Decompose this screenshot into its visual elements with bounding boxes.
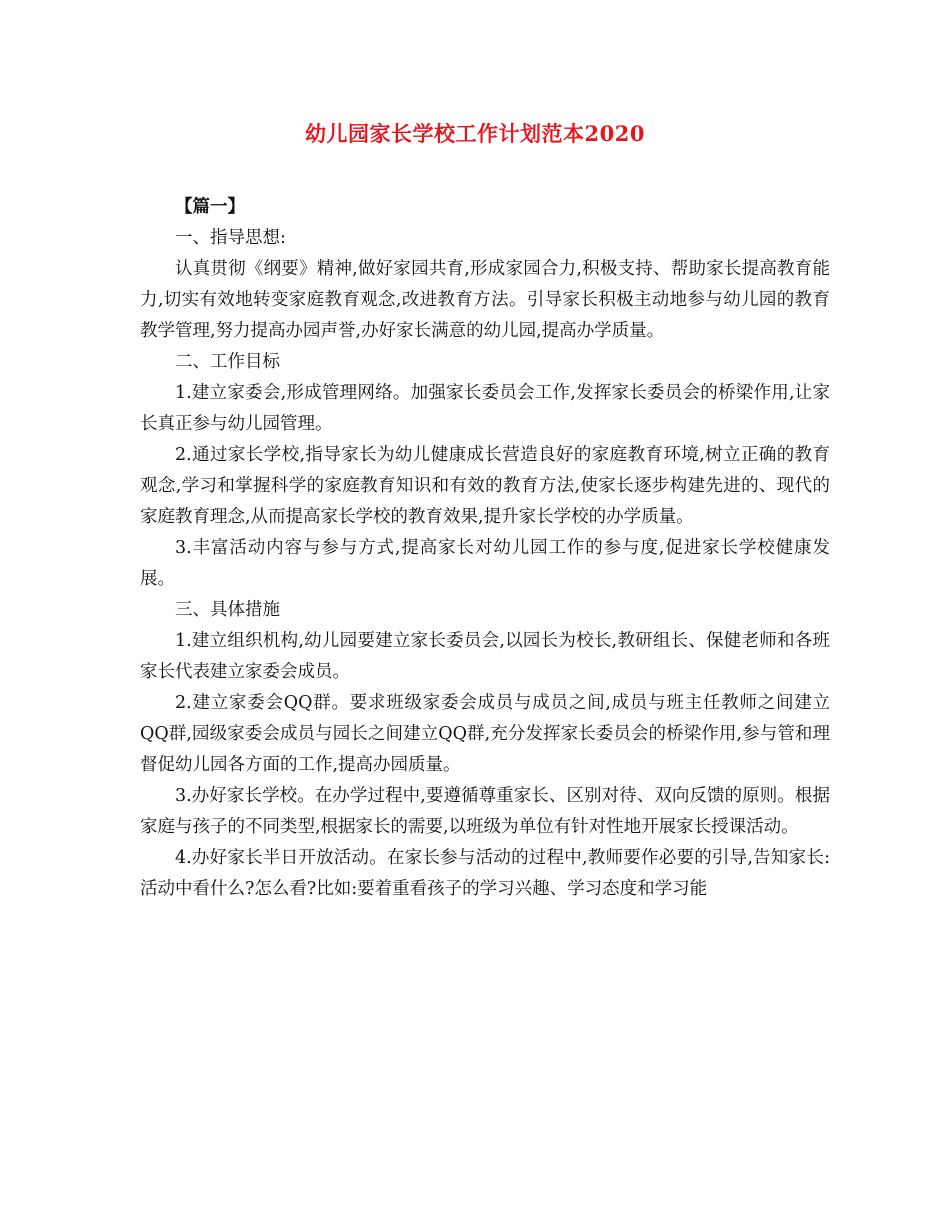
heading-work-goals: 二、工作目标 [175,352,280,372]
paragraph: 3.办好家长学校。在办学过程中,要遵循尊重家长、区别对待、双向反馈的原则。根据家庭与孩子的不同类型,根据家长的需要,以班级为单位有针对性地开展家长授课活动。 [140,786,830,837]
paragraph: 1.建立组织机构,幼儿园要建立家长委员会,以园长为校长,教研组长、保健老师和各班家长代表建立家委会成员。 [140,631,830,682]
paragraph: 2.建立家委会QQ群。要求班级家委会成员与成员之间,成员与班主任教师之间建立QQ群,园级家委会成员与园长之间建立QQ群,充分发挥家长委员会的桥梁作用,参与管和理督促幼儿园各方面的工作,提高办园质量。 [140,693,830,775]
heading-guiding-ideology: 一、指导思想: [175,228,286,248]
paragraph: 1.建立家委会,形成管理网络。加强家长委员会工作,发挥家长委员会的桥梁作用,让家长真正参与幼儿园管理。 [140,383,830,434]
paragraph: 3.丰富活动内容与参与方式,提高家长对幼儿园工作的参与度,促进家长学校健康发展。 [140,538,830,589]
paragraph: 2.通过家长学校,指导家长为幼儿健康成长营造良好的家庭教育环境,树立正确的教育观念,学习和掌握科学的家庭教育知识和有效的教育方法,使家长逐步构建先进的、现代的家庭教育理念,从而提高家长学校的教育效果,提升家长学校的办学质量。 [140,445,830,527]
paragraph: 4.办好家长半日开放活动。在家长参与活动的过程中,教师要作必要的引导,告知家长:活动中看什么?怎么看?比如:要着重看孩子的学习兴趣、学习态度和学习能 [140,848,830,899]
paragraph: 认真贯彻《纲要》精神,做好家园共育,形成家园合力,积极支持、帮助家长提高教育能力,切实有效地转变家庭教育观念,改进教育方法。引导家长积极主动地参与幼儿园的教育教学管理,努力提高办园声誉,办好家长满意的幼儿园,提高办学质量。 [140,259,830,341]
document-title: 幼儿园家长学校工作计划范本2020 [305,121,645,146]
heading-specific-measures: 三、具体措施 [175,600,280,620]
section-heading: 【篇一】 [175,197,245,217]
document-body [140,192,830,905]
